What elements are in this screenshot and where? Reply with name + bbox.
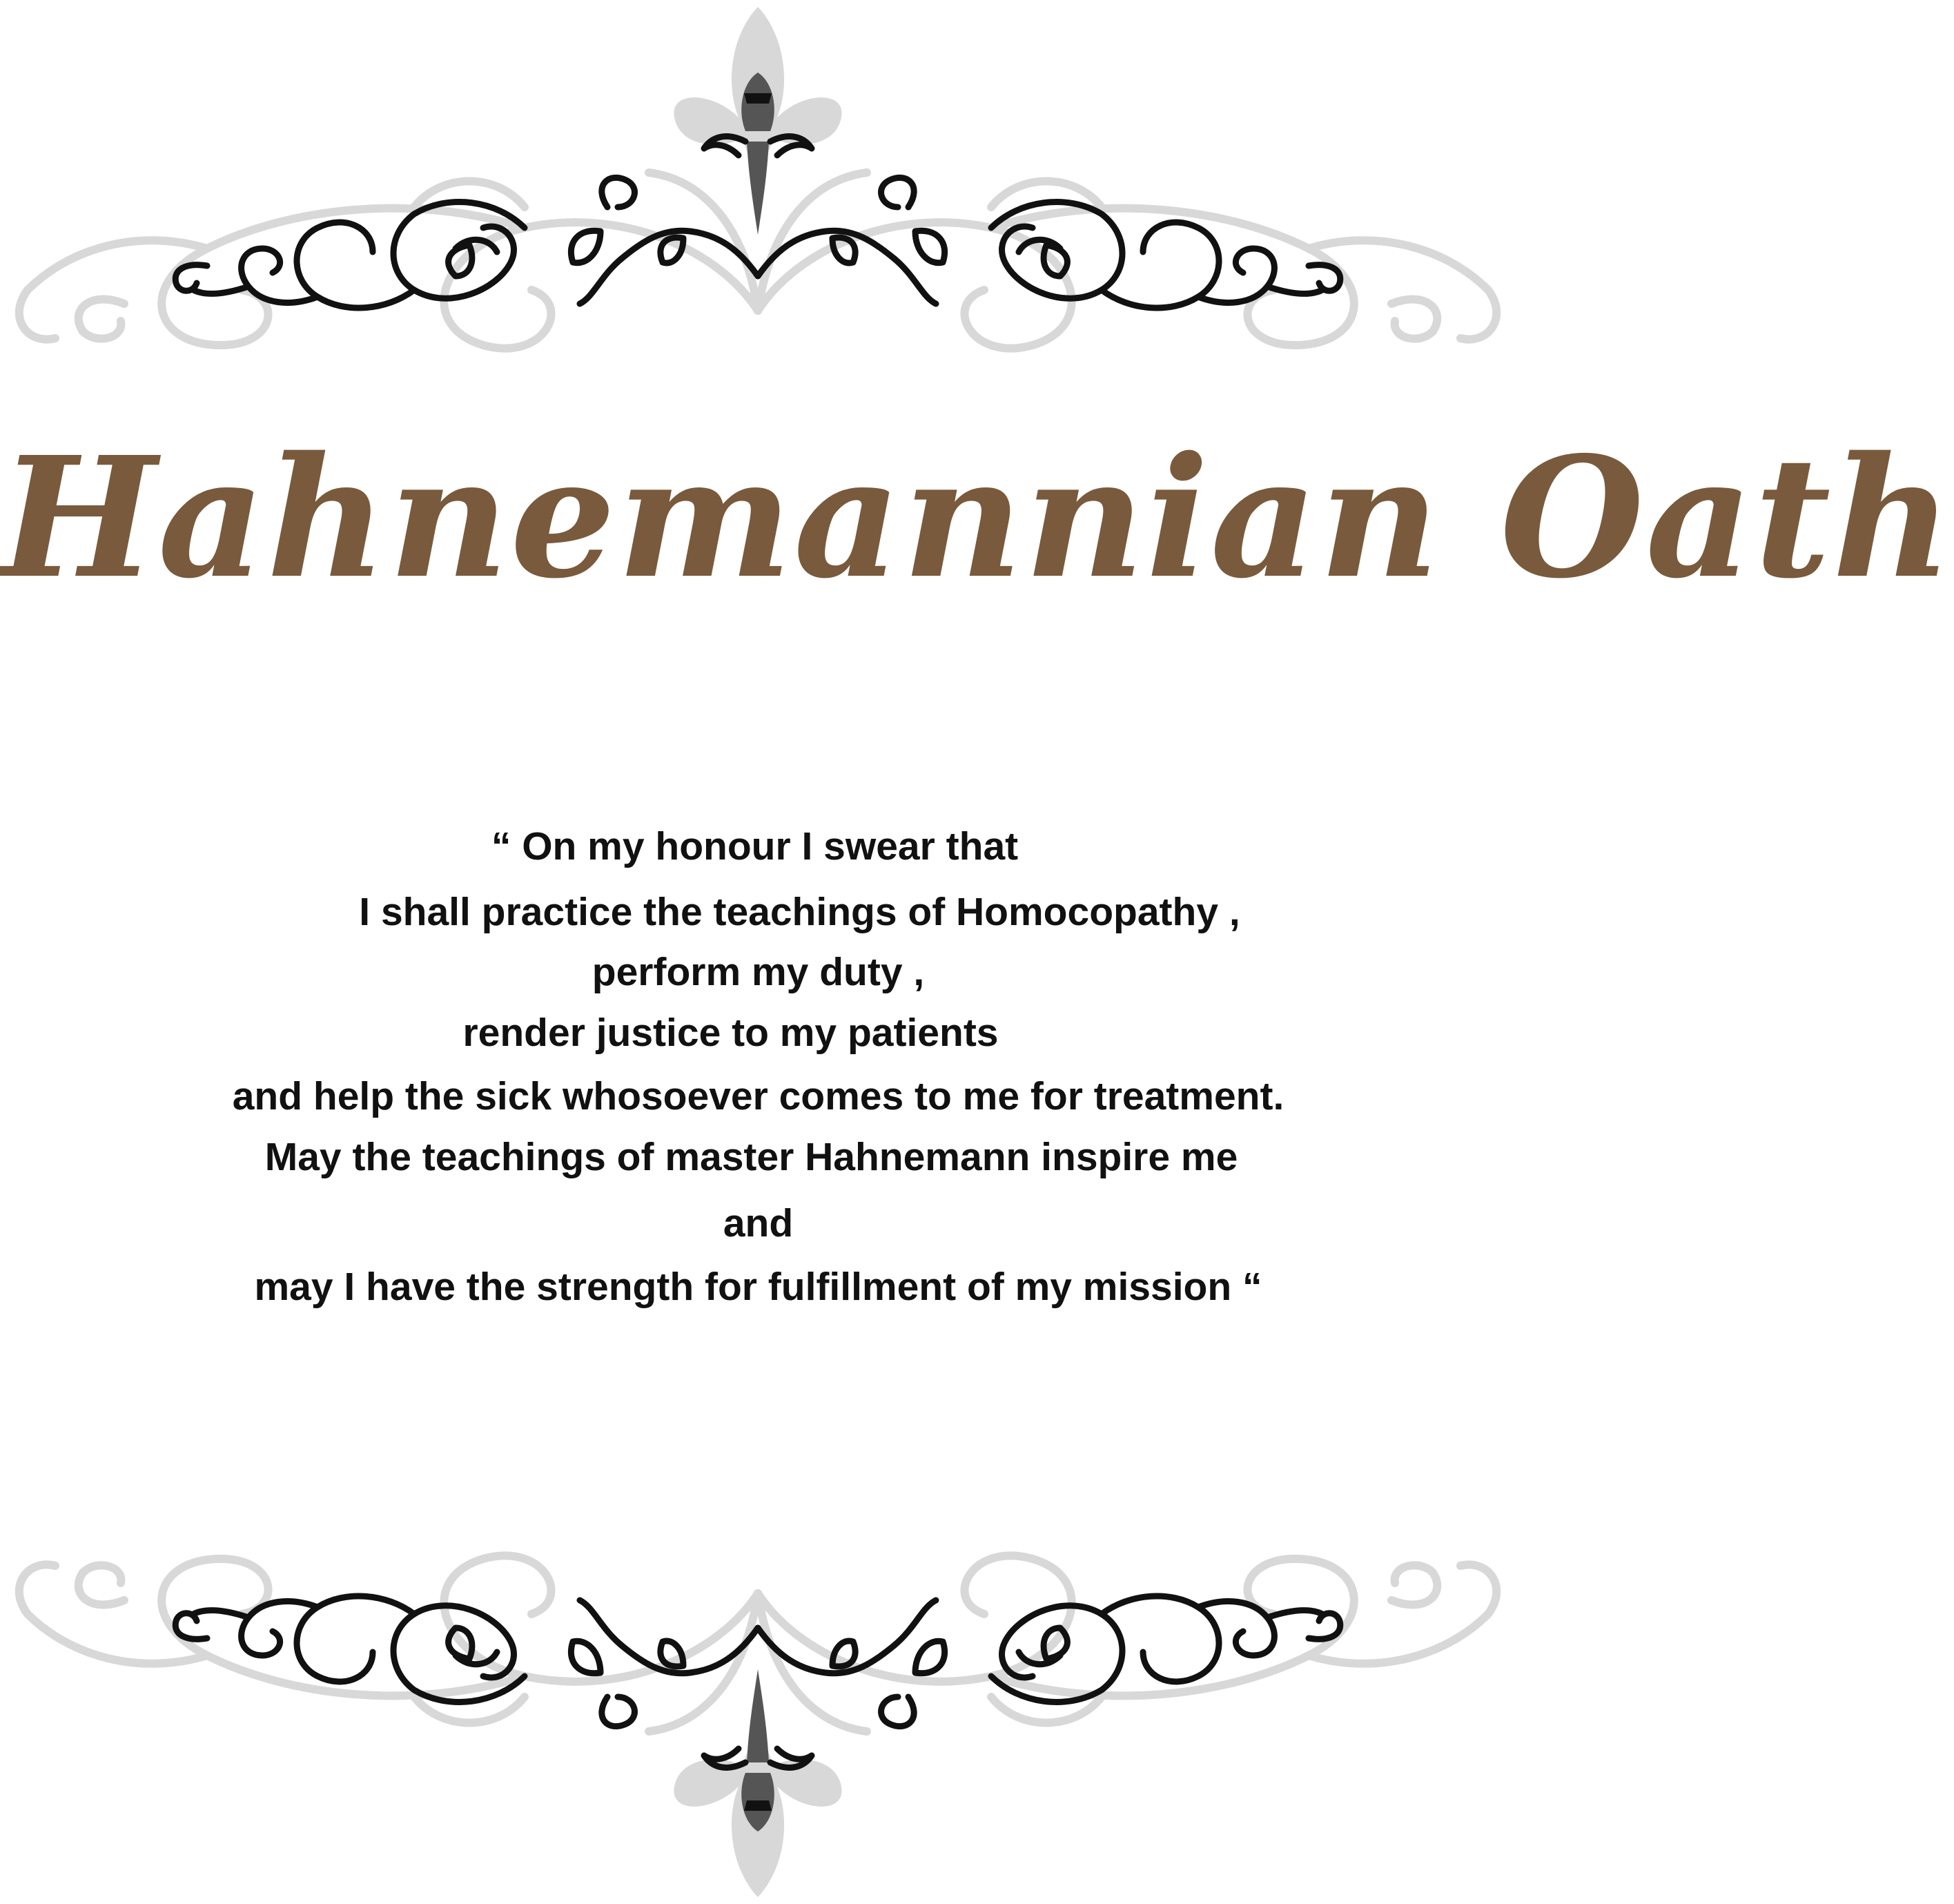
top-ornament-flourish — [0, 0, 1516, 428]
oath-line-5: and help the sick whosoever comes to me for treatment. — [232, 1074, 1284, 1118]
bottom-ornament-flourish — [0, 1476, 1516, 1904]
oath-line-4: render justice to my patients — [462, 1011, 999, 1055]
oath-line-1: “ On my honour I swear that — [491, 824, 1019, 868]
oath-line-2: I shall practice the teachings of Homocopathy , — [359, 890, 1240, 934]
oath-line-6: May the teachings of master Hahnemann inspire me — [264, 1135, 1238, 1179]
page-title: Hahnemannian Oath — [0, 420, 1954, 615]
oath-line-7: and — [723, 1201, 794, 1245]
oath-line-3: perform my duty , — [592, 950, 925, 994]
oath-line-8: may I have the strength for fulfillment of my mission “ — [254, 1265, 1262, 1309]
